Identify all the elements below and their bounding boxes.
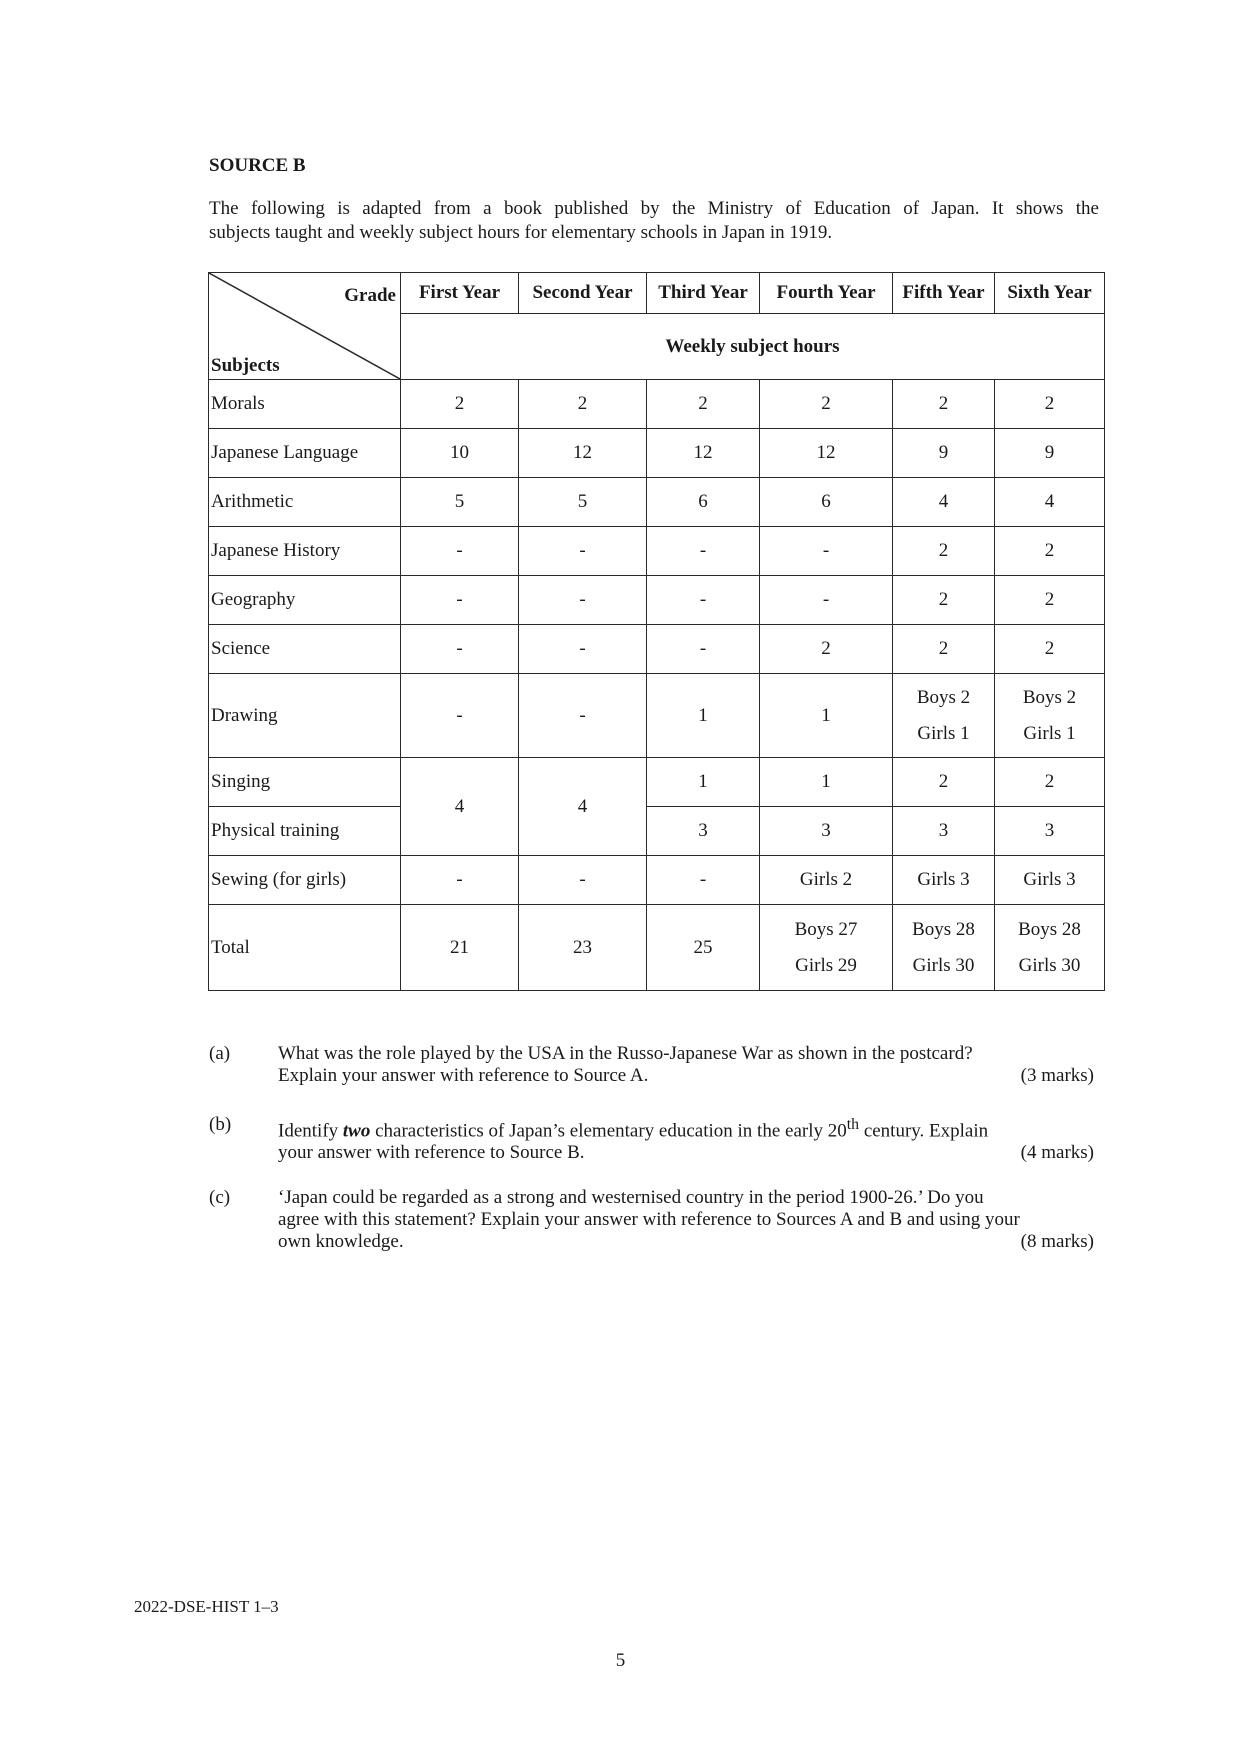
hours-cell: 2 xyxy=(995,576,1105,625)
boys-hours: Boys 27 xyxy=(794,918,858,940)
hours-cell: - xyxy=(401,625,519,674)
hours-cell: - xyxy=(401,674,519,758)
subject-name: Physical training xyxy=(209,807,401,856)
grade-header: First Year xyxy=(401,273,519,314)
hours-cell: 3 xyxy=(760,807,893,856)
question-text: ‘Japan could be regarded as a strong and westernised country in the period 1900-26.’ Do you xyxy=(278,1187,984,1208)
hours-cell: 2 xyxy=(995,380,1105,429)
girls-hours: Girls 30 xyxy=(1018,954,1081,976)
grade-header: Sixth Year xyxy=(995,273,1105,314)
hours-cell-split xyxy=(995,905,1105,991)
hours-cell: Girls 3 xyxy=(995,856,1105,905)
hours-cell: 6 xyxy=(647,478,760,527)
question-text: Explain your answer with reference to Source A. (3 marks) xyxy=(278,1065,1094,1086)
hours-cell: 2 xyxy=(893,576,995,625)
boys-hours: Boys 28 xyxy=(912,918,975,940)
hours-cell: 2 xyxy=(519,380,647,429)
hours-cell: 3 xyxy=(995,807,1105,856)
question-text: What was the role played by the USA in the Russo-Japanese War as shown in the postcard? xyxy=(278,1043,973,1064)
boys-hours: Boys 28 xyxy=(1018,918,1081,940)
hours-cell: 4 xyxy=(893,478,995,527)
table-row-sewing xyxy=(209,856,1105,905)
hours-cell-merged: 4 xyxy=(401,758,519,856)
intro-line-2: subjects taught and weekly subject hours for elementary schools in Japan in 1919. xyxy=(209,222,833,243)
hours-cell: 12 xyxy=(647,429,760,478)
hours-cell: - xyxy=(519,674,647,758)
grade-header: Fourth Year xyxy=(760,273,893,314)
subject-name: Drawing xyxy=(209,674,401,758)
question-b xyxy=(209,1114,1094,1164)
hours-cell: 5 xyxy=(519,478,647,527)
hours-cell-split xyxy=(760,905,893,991)
hours-cell-split xyxy=(893,905,995,991)
question-text: your answer with reference to Source B. (4 marks) xyxy=(278,1142,1094,1164)
hours-cell: 5 xyxy=(401,478,519,527)
hours-cell: - xyxy=(401,856,519,905)
question-c xyxy=(209,1187,1094,1253)
boys-hours: Boys 2 xyxy=(1022,686,1077,708)
hours-cell: 1 xyxy=(760,674,893,758)
grade-header: Fifth Year xyxy=(893,273,995,314)
subject-name: Japanese Language xyxy=(209,429,401,478)
hours-cell: - xyxy=(647,527,760,576)
question-a xyxy=(209,1043,1094,1087)
subject-name: Arithmetic xyxy=(209,478,401,527)
hours-cell: Girls 3 xyxy=(893,856,995,905)
question-text: agree with this statement? Explain your answer with reference to Sources A and B and using your xyxy=(278,1209,1020,1230)
hours-cell: 4 xyxy=(995,478,1105,527)
hours-cell: 9 xyxy=(995,429,1105,478)
subject-name: Sewing (for girls) xyxy=(209,856,401,905)
grade-header: Third Year xyxy=(647,273,760,314)
hours-cell: 3 xyxy=(647,807,760,856)
girls-hours: Girls 1 xyxy=(1023,722,1076,744)
table-row-drawing xyxy=(209,674,1105,758)
table-row xyxy=(209,625,1105,674)
corner-subjects-label: Subjects xyxy=(211,355,280,376)
grade-header: Second Year xyxy=(519,273,647,314)
corner-grade-label: Grade xyxy=(344,285,396,306)
hours-cell: 2 xyxy=(760,380,893,429)
hours-cell: 2 xyxy=(893,527,995,576)
hours-cell: 12 xyxy=(519,429,647,478)
hours-cell: - xyxy=(647,625,760,674)
hours-cell: 1 xyxy=(647,674,760,758)
subject-name: Total xyxy=(209,905,401,991)
weekly-hours-header: Weekly subject hours xyxy=(401,314,1105,380)
subject-name: Science xyxy=(209,625,401,674)
hours-cell: 2 xyxy=(995,758,1105,807)
hours-cell: 2 xyxy=(401,380,519,429)
hours-cell: - xyxy=(401,576,519,625)
hours-cell: - xyxy=(519,527,647,576)
hours-cell: 21 xyxy=(401,905,519,991)
hours-cell: - xyxy=(519,856,647,905)
hours-cell-split xyxy=(893,674,995,758)
intro-paragraph xyxy=(209,197,1099,245)
hours-cell: 2 xyxy=(647,380,760,429)
emphasis-text: two xyxy=(342,1120,371,1142)
hours-cell: 3 xyxy=(893,807,995,856)
hours-cell: 2 xyxy=(893,758,995,807)
question-marks: (3 marks) xyxy=(1020,1065,1094,1086)
table-row xyxy=(209,478,1105,527)
question-text: own knowledge. (8 marks) xyxy=(278,1231,1094,1252)
hours-cell: 1 xyxy=(760,758,893,807)
hours-cell: - xyxy=(647,856,760,905)
hours-cell: 2 xyxy=(995,527,1105,576)
hours-cell: - xyxy=(519,625,647,674)
table-row xyxy=(209,429,1105,478)
table-corner-cell xyxy=(209,273,401,380)
hours-cell: 12 xyxy=(760,429,893,478)
subject-name: Japanese History xyxy=(209,527,401,576)
subject-name: Morals xyxy=(209,380,401,429)
hours-cell: 23 xyxy=(519,905,647,991)
hours-cell-split xyxy=(995,674,1105,758)
hours-cell: 2 xyxy=(893,625,995,674)
hours-cell: 9 xyxy=(893,429,995,478)
table-row xyxy=(209,576,1105,625)
girls-hours: Girls 1 xyxy=(917,722,970,744)
boys-hours: Boys 2 xyxy=(916,686,971,708)
hours-cell: 1 xyxy=(647,758,760,807)
page-number: 5 xyxy=(615,1650,626,1671)
hours-cell: 2 xyxy=(760,625,893,674)
hours-cell-merged: 4 xyxy=(519,758,647,856)
hours-cell: - xyxy=(647,576,760,625)
table-row-total xyxy=(209,905,1105,991)
question-text: Identify two characteristics of Japan’s elementary education in the early 20th century. Explain xyxy=(278,1116,989,1142)
intro-line-1: The following is adapted from a book published by the Ministry of Education of Japan. It shows the xyxy=(209,198,1099,219)
question-marks: (8 marks) xyxy=(1020,1231,1094,1252)
subject-name: Geography xyxy=(209,576,401,625)
hours-cell: 6 xyxy=(760,478,893,527)
hours-cell: 10 xyxy=(401,429,519,478)
hours-cell: 2 xyxy=(893,380,995,429)
hours-cell: 2 xyxy=(995,625,1105,674)
paper-code: 2022-DSE-HIST 1–3 xyxy=(134,1597,279,1616)
girls-hours: Girls 30 xyxy=(912,954,975,976)
question-label: (c) xyxy=(209,1187,231,1208)
hours-cell: - xyxy=(401,527,519,576)
subject-hours-table xyxy=(208,272,1105,991)
hours-cell: - xyxy=(760,576,893,625)
table-row-physical xyxy=(209,807,1105,856)
source-heading: SOURCE B xyxy=(209,155,306,176)
hours-cell: - xyxy=(519,576,647,625)
table-row xyxy=(209,527,1105,576)
question-label: (b) xyxy=(209,1114,232,1135)
hours-cell: 25 xyxy=(647,905,760,991)
girls-hours: Girls 29 xyxy=(795,954,857,976)
table-row xyxy=(209,380,1105,429)
subject-name: Singing xyxy=(209,758,401,807)
question-marks: (4 marks) xyxy=(1020,1142,1094,1164)
question-label: (a) xyxy=(209,1043,231,1064)
hours-cell: Girls 2 xyxy=(760,856,893,905)
table-row-singing xyxy=(209,758,1105,807)
hours-cell: - xyxy=(760,527,893,576)
superscript: th xyxy=(846,1116,860,1133)
